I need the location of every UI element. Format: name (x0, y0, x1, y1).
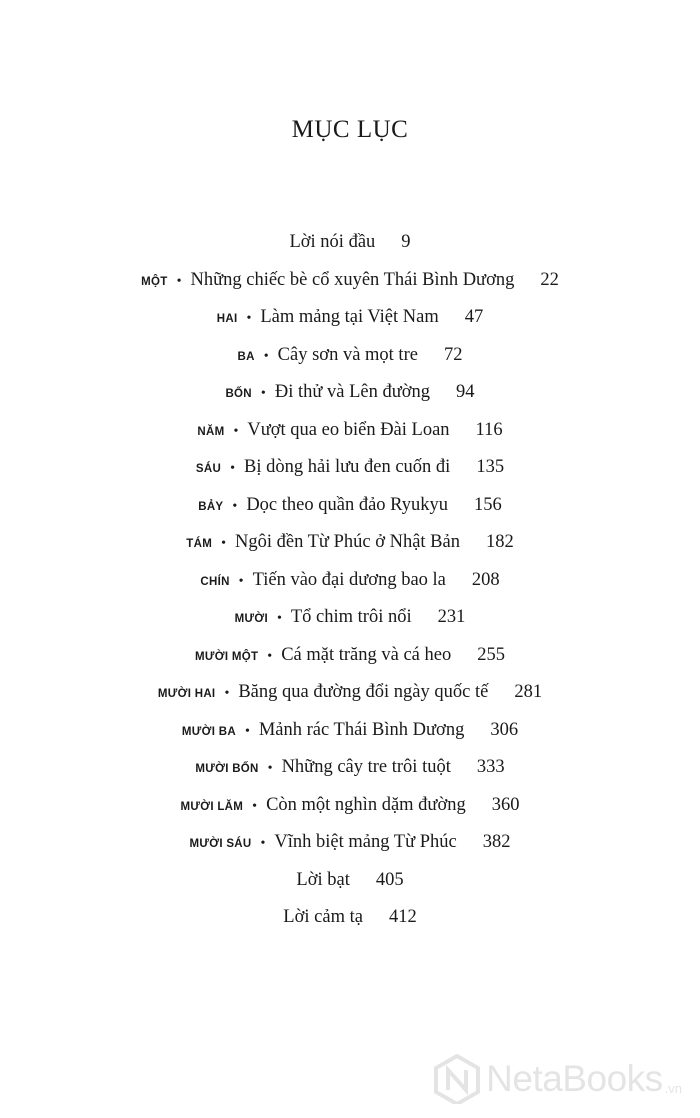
page-number: 281 (514, 682, 543, 702)
toc-entry (0, 262, 700, 300)
netabooks-logo-icon (434, 1054, 480, 1104)
bullet-separator: • (232, 498, 238, 514)
page-number: 9 (401, 232, 411, 252)
bullet-separator: • (267, 761, 273, 776)
bullet-separator: • (260, 386, 266, 401)
chapter-number: MƯỜI BỐN (195, 763, 259, 775)
chapter-number: TÁM (186, 538, 213, 550)
chapter-title: Đi thử và Lên đường (274, 382, 431, 402)
toc-entry (0, 712, 700, 750)
bullet-separator: • (230, 461, 236, 476)
page-number: 231 (437, 607, 466, 627)
toc-entry (0, 562, 700, 600)
bullet-separator: • (176, 273, 182, 289)
bullet-separator: • (267, 648, 273, 664)
toc-entry (0, 487, 700, 525)
table-of-contents (0, 224, 700, 937)
page-number: 47 (464, 307, 484, 327)
chapter-title: Vượt qua eo biển Đài Loan (247, 419, 450, 440)
page-number: 306 (490, 719, 519, 740)
toc-entry (0, 637, 700, 675)
chapter-title: Vĩnh biệt mảng Từ Phúc (274, 832, 457, 852)
chapter-title: Cây sơn và mọt tre (277, 344, 418, 365)
toc-entry (0, 224, 700, 262)
chapter-title: Cá mặt trăng và cá heo (281, 644, 452, 665)
bullet-separator: • (260, 836, 266, 851)
page-number: 116 (475, 419, 503, 440)
chapter-number: MƯỜI BA (181, 725, 236, 738)
page-number: 182 (485, 532, 514, 552)
toc-entry (0, 337, 700, 375)
chapter-number: MƯỜI (234, 613, 268, 625)
page-number: 208 (471, 569, 500, 590)
bullet-separator: • (276, 611, 282, 626)
chapter-title: Băng qua đường đổi ngày quốc tế (238, 682, 489, 702)
watermark-suffix: .vn (664, 1081, 682, 1096)
chapter-title: Những cây tre trôi tuột (281, 757, 451, 777)
chapter-number: MƯỜI SÁU (189, 838, 252, 850)
page-number: 94 (456, 382, 475, 402)
chapter-number: HAI (216, 313, 238, 325)
page-number: 22 (540, 269, 559, 290)
page-number: 412 (388, 907, 417, 927)
page-number: 135 (476, 457, 505, 477)
chapter-number: SÁU (195, 463, 222, 475)
page-title: MỤC LỤC (291, 116, 409, 143)
watermark-brand: NetaBooks (486, 1058, 663, 1099)
toc-entry (0, 787, 700, 825)
bullet-separator: • (252, 798, 258, 814)
page-number: 360 (491, 794, 520, 815)
chapter-title: Dọc theo quần đảo Ryukyu (246, 494, 449, 515)
chapter-title: Lời cảm tạ (283, 907, 363, 927)
toc-entry (0, 674, 700, 712)
page-number: 72 (443, 344, 463, 365)
chapter-number: BA (237, 350, 255, 363)
chapter-number: BẢY (198, 500, 224, 513)
bullet-separator: • (233, 423, 239, 439)
chapter-title: Những chiếc bè cổ xuyên Thái Bình Dương (190, 269, 515, 290)
toc-entry (0, 749, 700, 787)
chapter-number: MƯỜI HAI (157, 688, 216, 700)
chapter-number: MỘT (141, 275, 168, 288)
chapter-title: Tổ chim trôi nổi (290, 607, 412, 627)
page-number: 255 (477, 644, 505, 665)
chapter-number: NĂM (197, 425, 225, 438)
toc-entry (0, 374, 700, 412)
chapter-title: Mảnh rác Thái Bình Dương (258, 719, 465, 740)
netabooks-watermark (434, 1054, 682, 1104)
toc-entry (0, 524, 700, 562)
toc-entry (0, 299, 700, 337)
toc-entry (0, 599, 700, 637)
toc-entry (0, 449, 700, 487)
toc-entry (0, 412, 700, 450)
page-number: 333 (476, 757, 505, 777)
chapter-number: MƯỜI LĂM (180, 800, 244, 813)
chapter-title: Lời nói đầu (289, 232, 376, 252)
chapter-number: BỐN (225, 388, 252, 400)
page-number: 156 (474, 494, 502, 515)
chapter-title: Tiến vào đại dương bao la (252, 569, 446, 590)
bullet-separator: • (221, 536, 226, 551)
chapter-title: Làm mảng tại Việt Nam (260, 307, 439, 327)
chapter-title: Còn một nghìn dặm đường (266, 794, 466, 815)
page-number: 405 (375, 869, 404, 890)
chapter-number: CHÍN (200, 575, 230, 588)
toc-entry (0, 899, 700, 937)
bullet-separator: • (246, 311, 252, 326)
chapter-title: Bị dòng hải lưu đen cuốn đi (244, 457, 451, 477)
chapter-number: MƯỜI MỘT (195, 650, 259, 663)
chapter-title: Lời bạt (296, 869, 350, 890)
page-number: 382 (482, 832, 511, 852)
bullet-separator: • (244, 723, 250, 739)
toc-entry (0, 824, 700, 862)
toc-entry (0, 862, 700, 900)
chapter-title: Ngôi đền Từ Phúc ở Nhật Bản (234, 532, 460, 552)
bullet-separator: • (224, 686, 230, 701)
bullet-separator: • (263, 348, 269, 364)
bullet-separator: • (238, 573, 244, 589)
